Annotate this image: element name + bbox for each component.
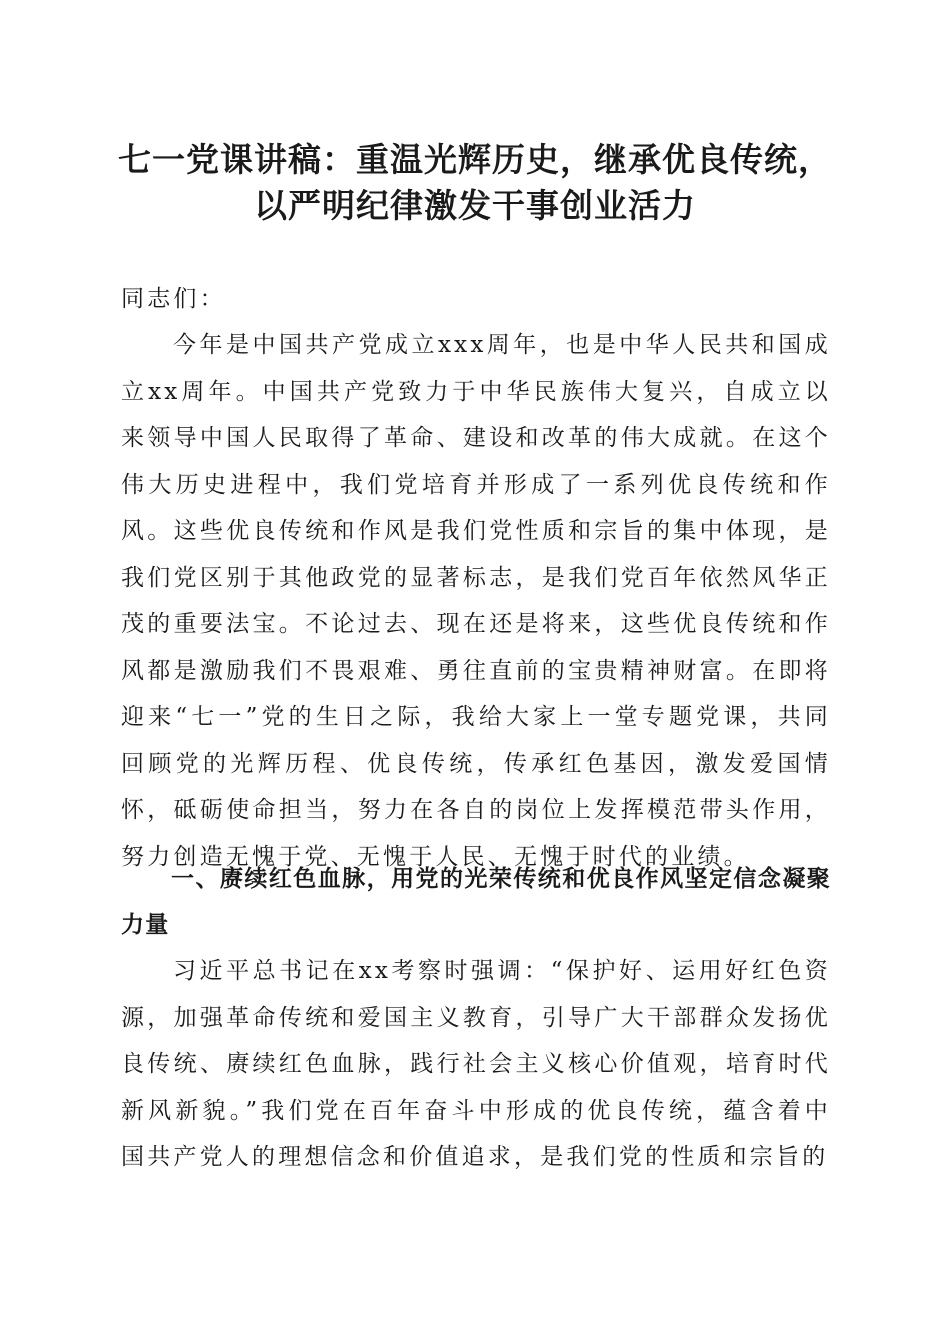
paragraph-intro: 今年是中国共产党成立xxx周年，也是中华人民共和国成立xx周年。中国共产党致力于中华民族伟大复兴，自成立以来领导中国人民取得了革命、建设和改革的伟大成就。在这个伟大历史进程中，我们党培育并形成了一系列优良传统和作风。这些优良传统和作风是我们党性质和宗旨的集中体现，是我们党区别于其他政党的显著标志，是我们党百年依然风华正茂的重要法宝。不论过去、现在还是将来，这些优良传统和作风都是激励我们不畏艰难、勇往直前的宝贵精神财富。在即将迎来“七一”党的生日之际，我给大家上一堂专题党课，共同回顾党的光辉历程、优良传统，传承红色基因，激发爱国情怀，砥砺使命担当，努力在各自的岗位上发挥模范带头作用，努力创造无愧于党、无愧于人民、无愧于时代的业绩。 xyxy=(121,332,831,870)
paragraph-section-1: 习近平总书记在xx考察时强调：“保护好、运用好红色资源，加强革命传统和爱国主义教育，引导广大干部群众发扬优良传统、赓续红色血脉，践行社会主义核心价值观，培育时代新风新貌。”我们党在百年奋斗中形成的优良传统，蕴含着中国共产党人的理想信念和价值追求，是我们党的性质和宗旨的 xyxy=(121,958,831,1170)
document-title-line-1: 七一党课讲稿：重温光辉历史，继承优良传统， xyxy=(118,140,832,179)
document-title-line-2: 以严明纪律激发干事创业活力 xyxy=(254,186,696,225)
section-heading-1: 一、赓续红色血脉，用党的光荣传统和优良作风坚定信念凝聚力量 xyxy=(121,866,831,938)
greeting: 同志们： xyxy=(121,286,226,312)
